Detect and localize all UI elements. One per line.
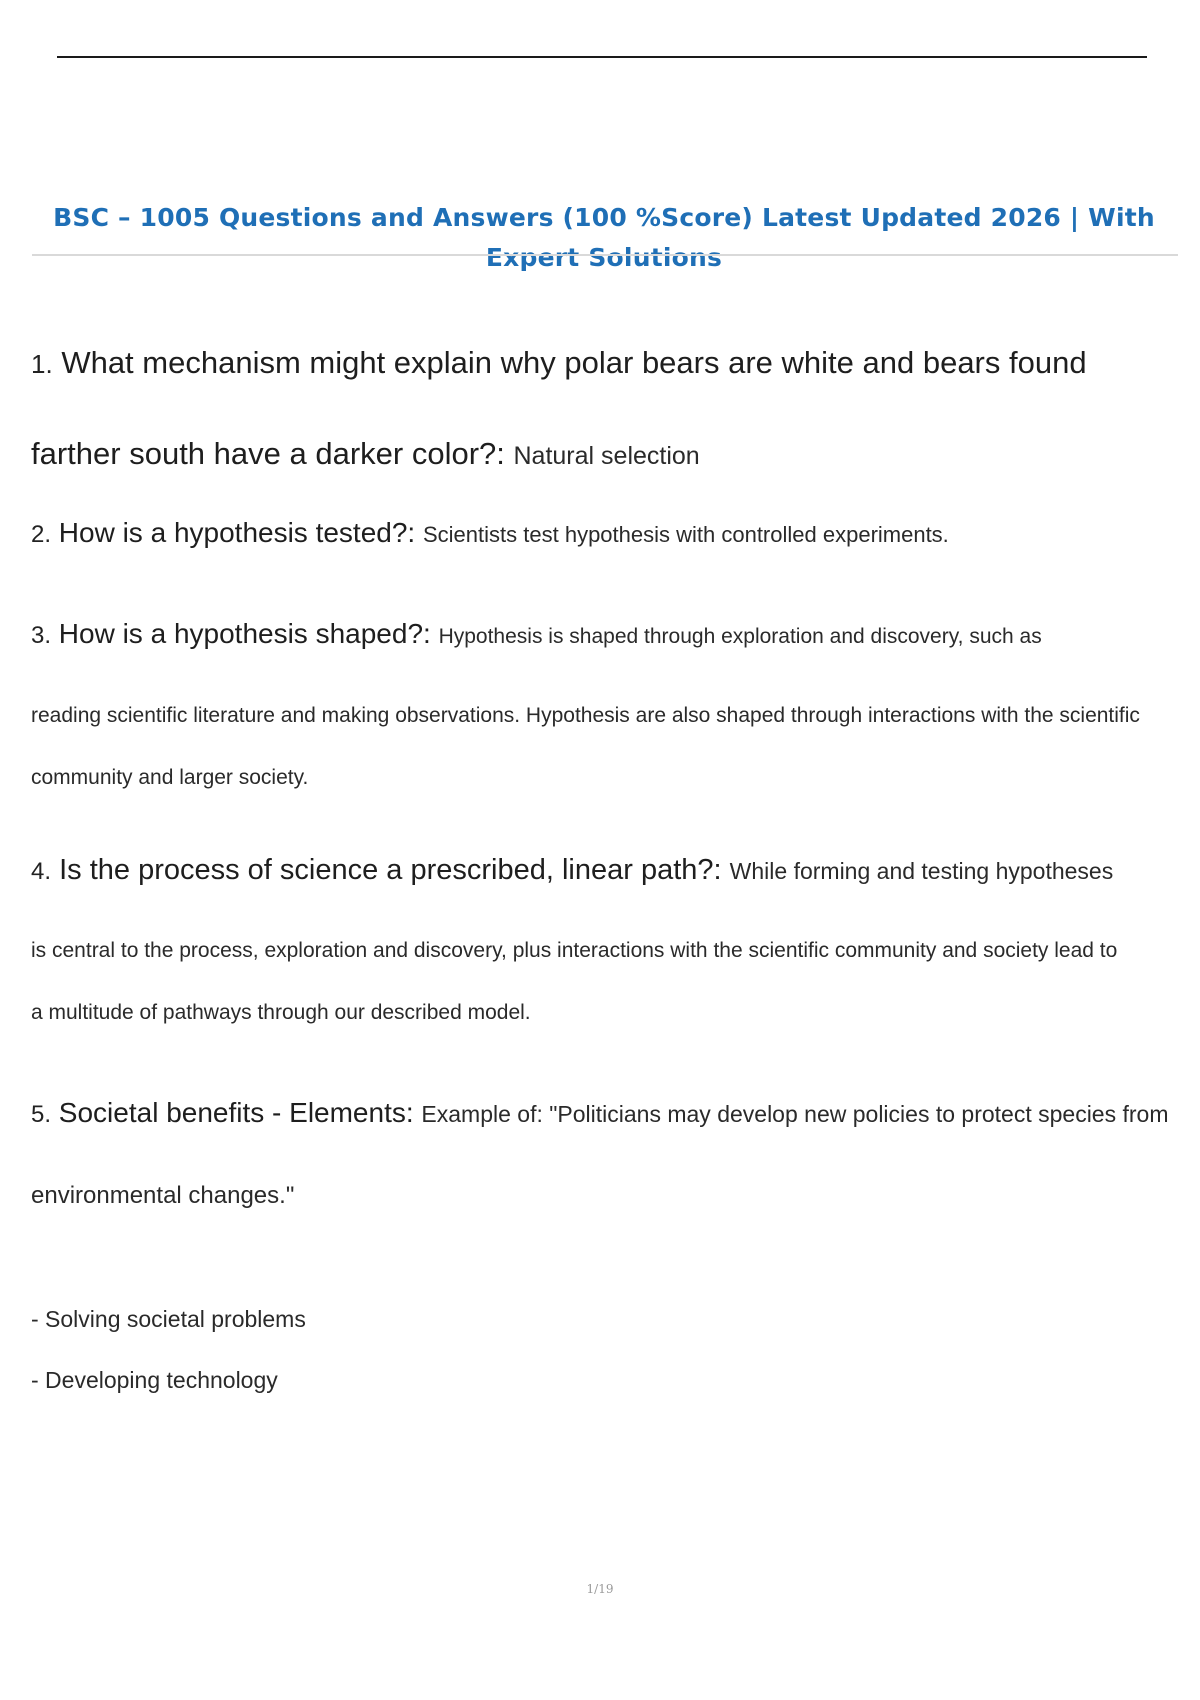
answer-text-line-2: environmental changes.": [31, 1182, 295, 1209]
qa-item-5: [31, 1093, 1181, 1213]
question-number: 2.: [31, 521, 52, 548]
answer-text-line-2: reading scientific literature and making observations. Hypothesis are also shaped through interactions with the scientific: [31, 704, 1140, 727]
answer-text-line-3: community and larger society.: [31, 766, 309, 789]
answer-text-line-2: is central to the process, exploration and discovery, plus interactions with the scientific community and society lead to: [31, 939, 1118, 962]
qa-item-2: [31, 513, 1181, 555]
answer-text-line-3: a multitude of pathways through our described model.: [31, 1001, 531, 1024]
list-item: - Developing technology: [31, 1367, 278, 1393]
title-underline: [32, 254, 1178, 256]
question-text: Societal benefits - Elements:: [58, 1097, 414, 1128]
answer-text-line-1: Hypothesis is shaped through exploration and discovery, such as: [438, 625, 1042, 648]
answer-text: Scientists test hypothesis with controlled experiments.: [423, 522, 949, 547]
question-text: How is a hypothesis shaped?:: [58, 618, 431, 649]
qa-item-3: [31, 615, 1181, 795]
qa-item-1: [31, 318, 1181, 501]
document-title-block: [24, 198, 1184, 278]
question-text: What mechanism might explain why polar bears are white and bears found farther south have a darker color?:: [31, 345, 1087, 471]
question-number: 1.: [31, 349, 53, 379]
page-number: 1/19: [586, 1582, 614, 1596]
question-number: 4.: [31, 858, 52, 885]
qa-item-4: [31, 850, 1181, 1030]
list-item: - Solving societal problems: [31, 1306, 306, 1332]
answer-text: Natural selection: [513, 442, 700, 470]
document-title: BSC – 1005 Questions and Answers (100 %Score) Latest Updated 2026 | With Expert Solutions: [53, 203, 1155, 272]
question-text: How is a hypothesis tested?:: [58, 517, 416, 548]
answer-text-line-1: Example of: "Politicians may develop new policies to protect species from: [421, 1101, 1169, 1127]
question-text: Is the process of science a prescribed, linear path?:: [59, 854, 722, 886]
question-number: 3.: [31, 622, 52, 649]
question-number: 5.: [31, 1101, 52, 1128]
answer-text-line-1: While forming and testing hypotheses: [729, 858, 1114, 884]
top-rule: [57, 56, 1147, 58]
